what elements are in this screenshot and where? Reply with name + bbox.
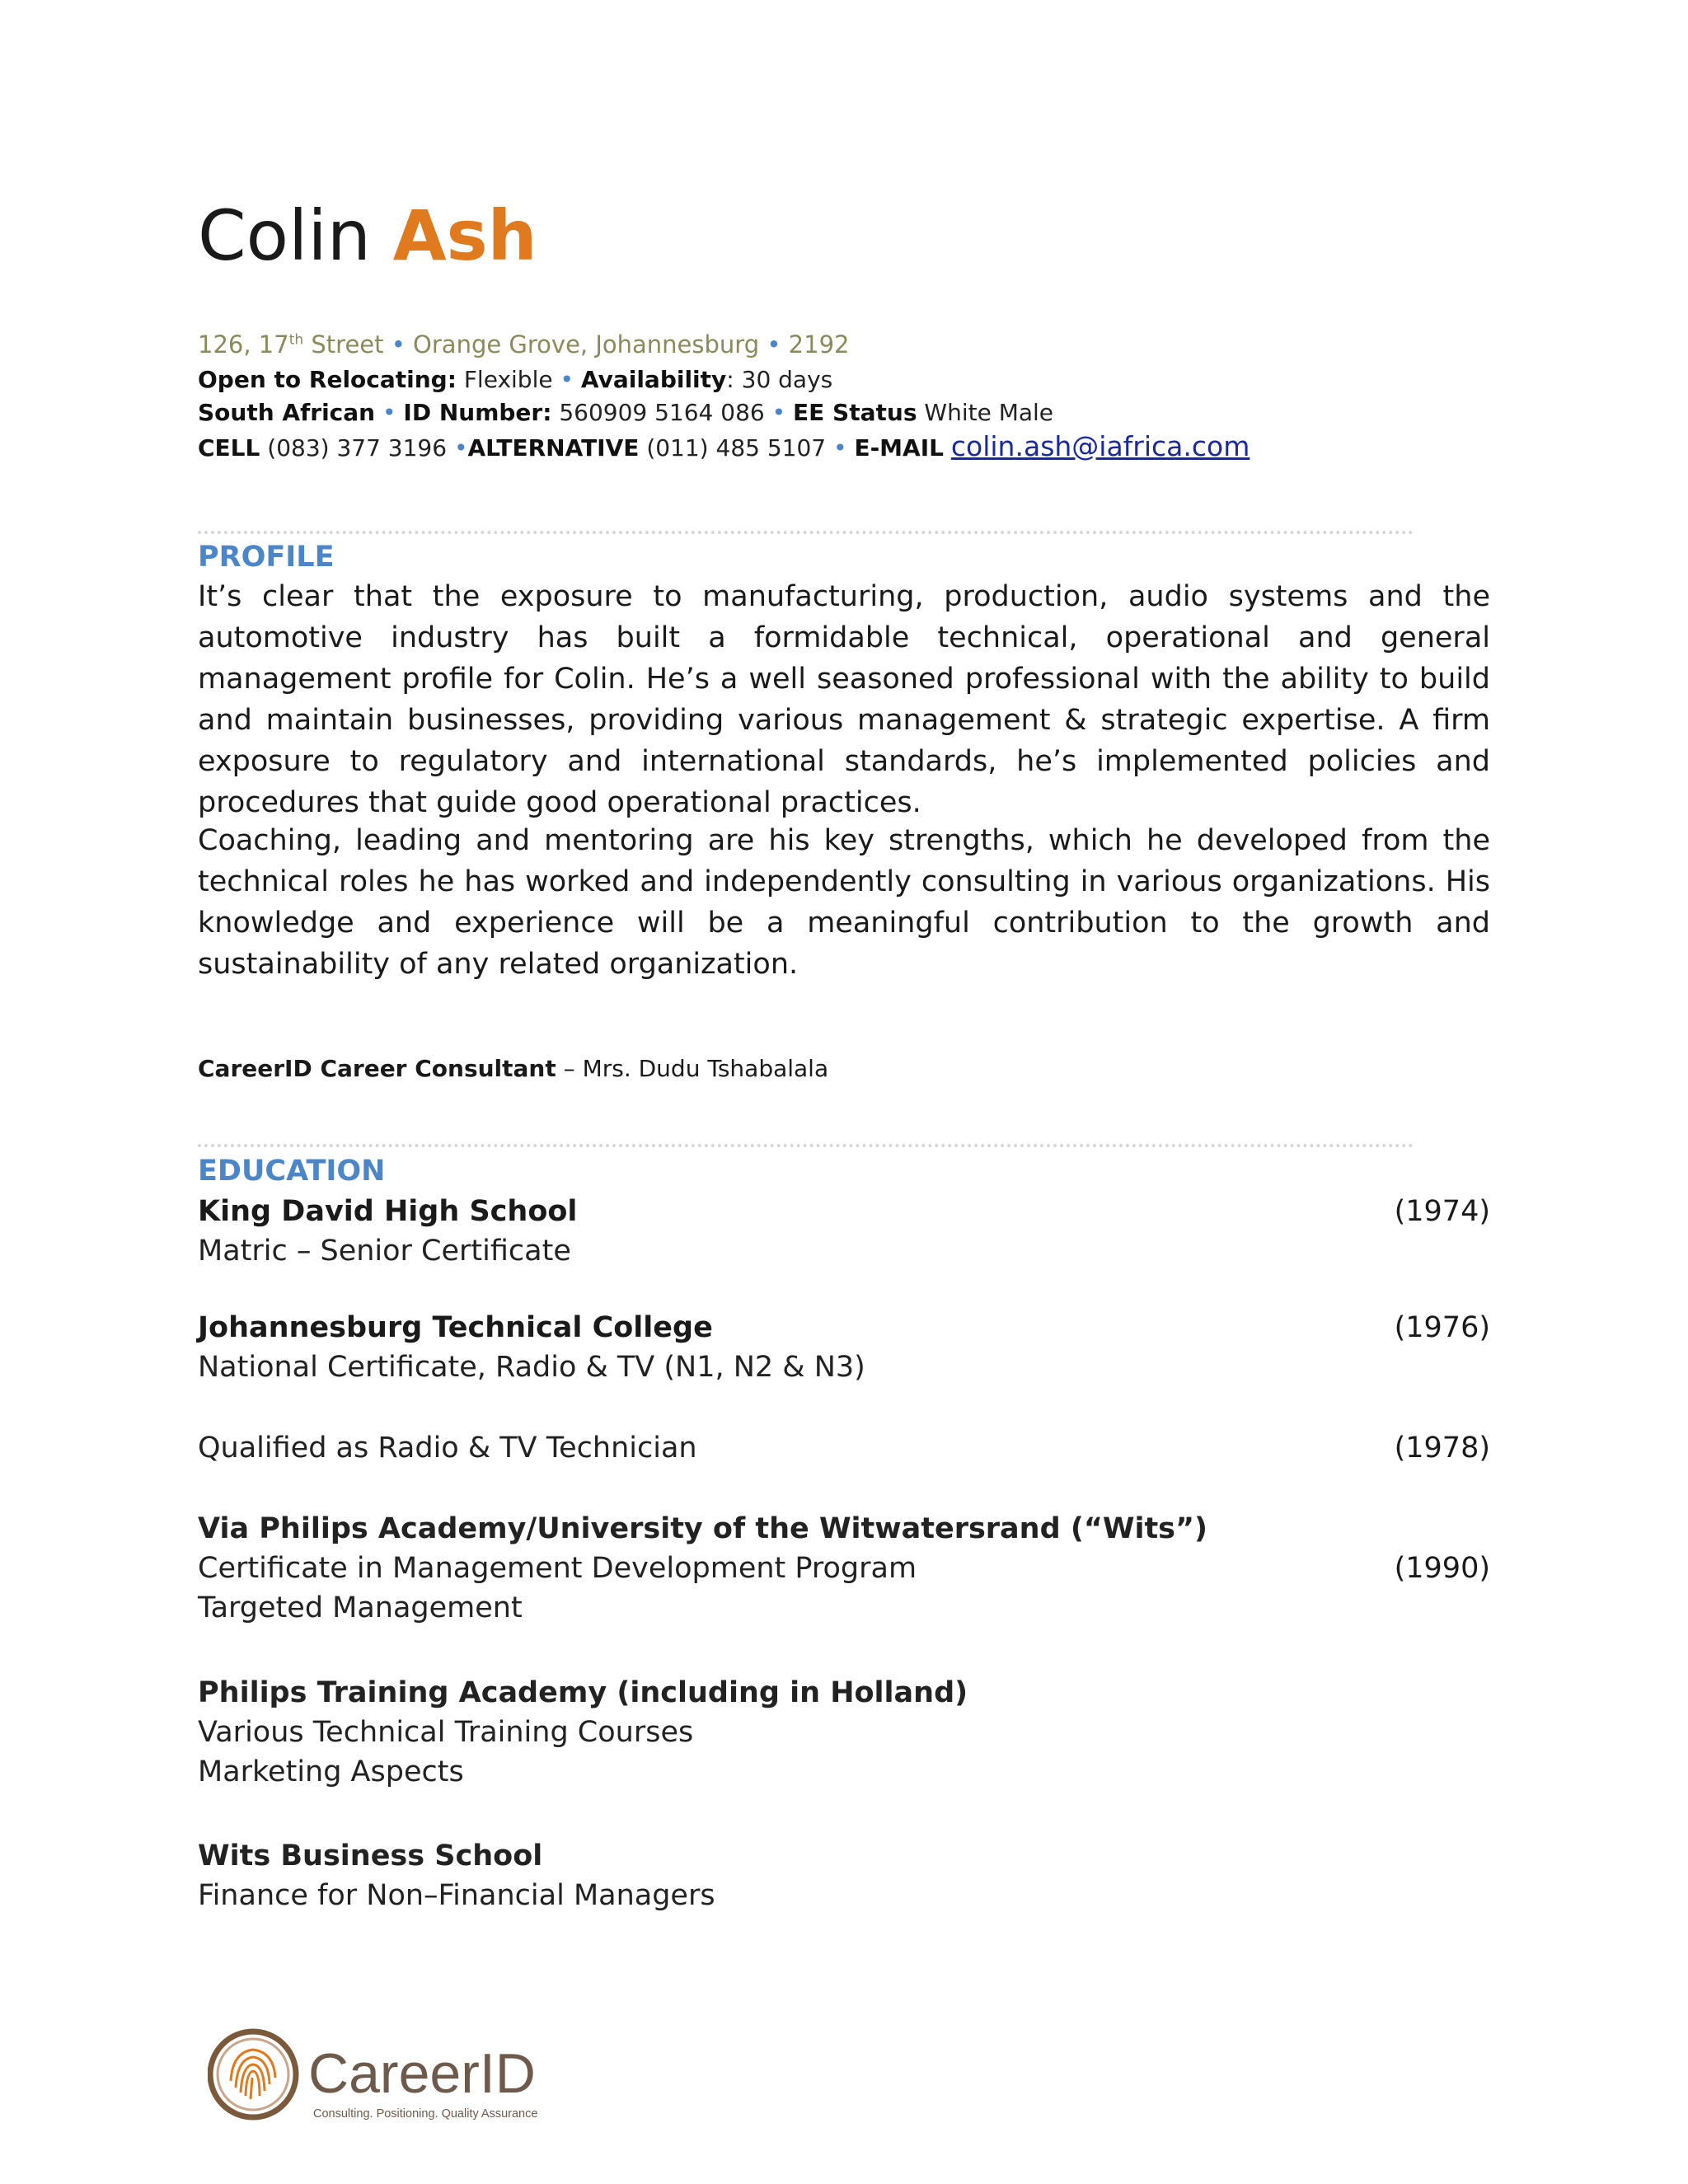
qualification: Various Technical Training Courses [198, 1716, 694, 1749]
year: (1978) [1394, 1432, 1490, 1465]
consultant-label: CareerID Career Consultant [198, 1055, 556, 1082]
candidate-name [198, 195, 537, 276]
availability-label: Availability [580, 366, 727, 393]
relocating-label: Open to Relocating: [198, 366, 457, 393]
ee-value: White Male [924, 399, 1054, 426]
qualification: Qualified as Radio & TV Technician [198, 1432, 697, 1465]
bullet: • [767, 330, 781, 359]
bullet: • [453, 434, 468, 462]
education-entry [198, 1673, 1490, 1792]
bullet: • [833, 434, 847, 462]
email-label: E-MAIL [854, 434, 944, 462]
year: (1990) [1394, 1552, 1490, 1585]
bullet: • [771, 399, 786, 426]
careerid-logo [208, 2023, 570, 2130]
ee-label: EE Status [793, 399, 917, 426]
identity-line [198, 401, 1053, 424]
career-consultant [198, 1055, 828, 1082]
consultant-name: – Mrs. Dudu Tshabalala [556, 1055, 829, 1082]
institution: King David High School [198, 1195, 578, 1228]
address-postal-code: 2192 [788, 330, 850, 359]
phone-email-line [198, 430, 1250, 462]
qualification: Finance for Non–Financial Managers [198, 1879, 715, 1912]
institution: Via Philips Academy/University of the Witwatersrand (“Wits”) [198, 1512, 1207, 1545]
relocating-value: Flexible [463, 366, 553, 393]
first-name: Colin [198, 195, 371, 276]
institution: Johannesburg Technical College [198, 1311, 713, 1344]
fingerprint-icon [210, 2032, 296, 2117]
qualification: Matric – Senior Certificate [198, 1235, 571, 1268]
address-sup: th [288, 331, 304, 349]
qualification: Targeted Management [198, 1591, 523, 1624]
address-area: Orange Grove, Johannesburg [413, 330, 760, 359]
year: (1974) [1394, 1195, 1490, 1228]
relocation-line [198, 368, 832, 391]
section-divider [198, 531, 1414, 534]
institution: Philips Training Academy (including in Holland) [198, 1676, 968, 1709]
alternative-value: (011) 485 5107 [646, 434, 827, 462]
address-street: Street [303, 330, 384, 359]
profile-paragraph-2: Coaching, leading and mentoring are his key strengths, which he developed from the technical roles he has worked and independently consulting in various organizations. His knowledge and experience will be a meaningful contribution to the growth and sustainability of any related organization. [198, 824, 1490, 981]
profile-heading: PROFILE [198, 541, 335, 574]
cell-label: CELL [198, 434, 260, 462]
education-entry [198, 1509, 1490, 1628]
bullet: • [391, 330, 406, 359]
education-entry [198, 1428, 1490, 1468]
logo-tagline: Consulting. Positioning. Quality Assurance [313, 2107, 538, 2121]
bullet: • [560, 366, 574, 393]
institution: Wits Business School [198, 1840, 543, 1872]
education-entry [198, 1836, 1490, 1915]
nationality: South African [198, 399, 376, 426]
email-link[interactable]: colin.ash@iafrica.com [950, 430, 1250, 462]
cell-value: (083) 377 3196 [267, 434, 448, 462]
last-name: Ash [392, 195, 537, 276]
qualification: National Certificate, Radio & TV (N1, N2 & N3) [198, 1351, 865, 1384]
id-label: ID Number: [403, 399, 552, 426]
address-number: 126, 17 [198, 330, 289, 359]
bullet: • [382, 399, 396, 426]
section-divider [198, 1144, 1414, 1147]
id-value: 560909 5164 086 [559, 399, 765, 426]
logo-wordmark: CareerID [308, 2042, 536, 2105]
qualification: Marketing Aspects [198, 1755, 464, 1788]
profile-paragraph-1: It’s clear that the exposure to manufacturing, production, audio systems and the automotive industry has built a formidable technical, operational and general management profile for Colin. He’s a well seasoned professional with the ability to build and maintain businesses, providing various management & strategic expertise. A firm exposure to regulatory and international standards, he’s implemented policies and procedures that guide good operational practices. [198, 580, 1490, 819]
address-line [198, 330, 850, 359]
education-entry [198, 1192, 1490, 1271]
qualification: Certificate in Management Development Program [198, 1552, 917, 1585]
alternative-label: ALTERNATIVE [467, 434, 640, 462]
education-entry [198, 1308, 1490, 1387]
education-heading: EDUCATION [198, 1155, 386, 1188]
availability-value: : 30 days [726, 366, 833, 393]
year: (1976) [1394, 1311, 1490, 1344]
